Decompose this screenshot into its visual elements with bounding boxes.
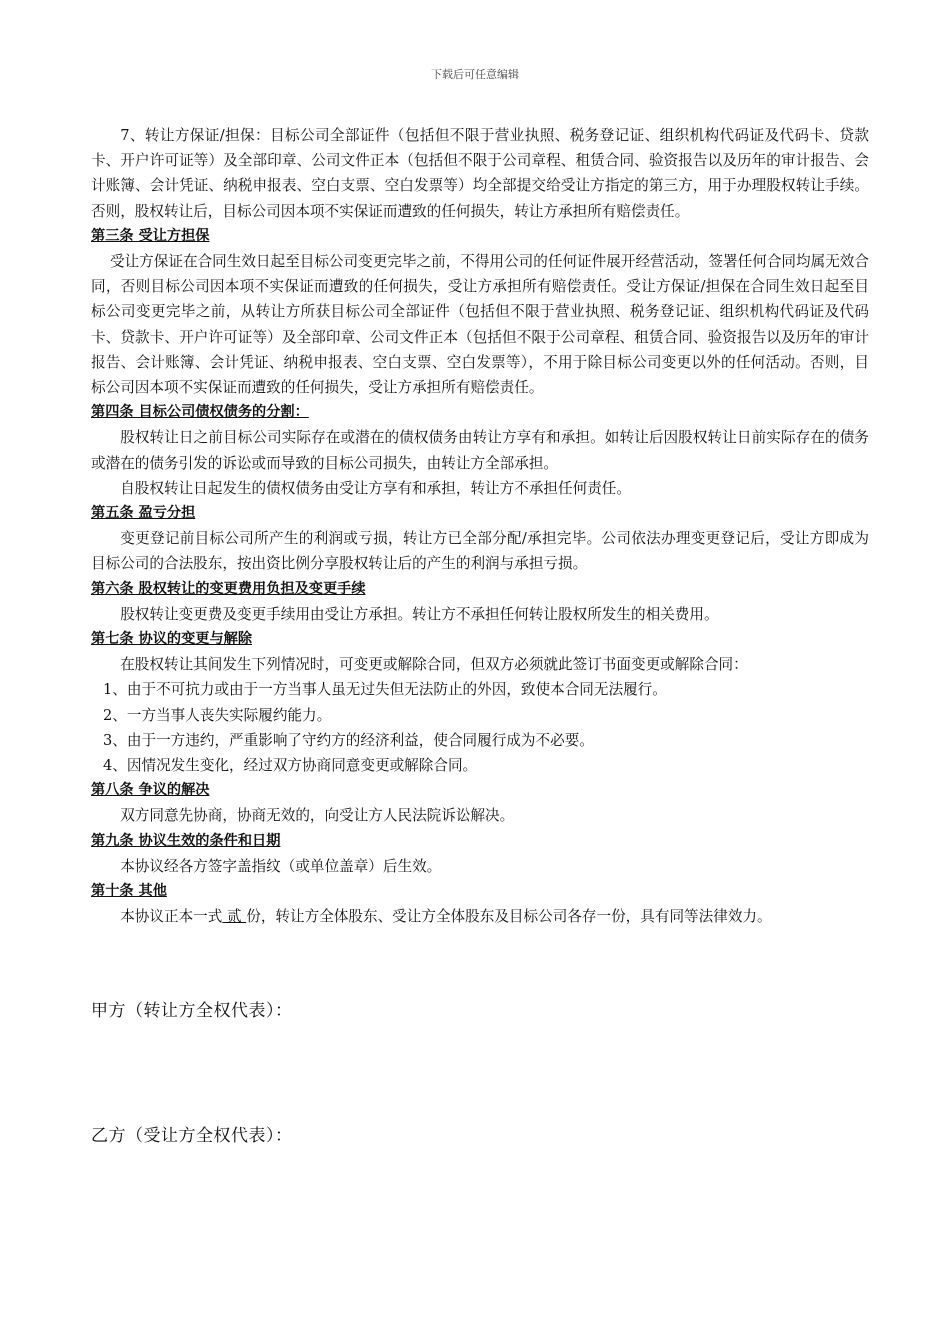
article-7-list-item: 4、因情况发生变化，经过双方协商同意变更或解除合同。 (103, 757, 478, 775)
party-b-signature-label: 乙方（受让方全权代表）： (91, 1126, 293, 1146)
article-5-paragraph: 变更登记前目标公司所产生的利润或亏损，转让方已全部分配/承担完毕。公司依法办理变更登记后，受让方即成为目标公司的合法股东，按出资比例分享股权转让后的产生的利润与承担亏损。 (91, 530, 869, 573)
article-10-heading: 第十条 其他 (91, 883, 167, 900)
article-6-heading: 第六条 股权转让的变更费用负担及变更手续 (91, 580, 366, 597)
article-9-heading: 第九条 协议生效的条件和日期 (91, 832, 281, 849)
party-a-signature-label: 甲方（转让方全权代表）： (91, 1001, 293, 1021)
clause-7-paragraph: 7、转让方保证/担保：目标公司全部证件（包括但不限于营业执照、税务登记证、组织机构代码证及代码卡、贷款卡、开户许可证等）及全部印章、公司文件正本（包括但不限于公司章程、租赁合同、验资报告以及历年的审计报告、会计账簿、会计凭证、纳税申报表、空白支票、空白发票等）均全部提交给受让方指定的第三方，用于办理股权转让手续。否则，股权转让后，目标公司因本项不实保证而遭致的任何损失，转让方承担所有赔偿责任。 (91, 127, 869, 220)
article-3-heading: 第三条 受让方担保 (91, 227, 210, 244)
article-3-paragraph: 受让方保证在合同生效日起至目标公司变更完毕之前，不得用公司的任何证件展开经营活动，签署任何合同均属无效合同，否则目标公司因本项不实保证而遭致的任何损失，受让方承担所有赔偿责任。受让方保证/担保在合同生效日起至目标公司变更完毕之前，从转让方所获目标公司全部证件（包括但不限于营业执照、税务登记证、组织机构代码证及代码卡、贷款卡、开户许可证等）及全部印章、公司文件正本（包括但不限于公司章程、租赁合同、验资报告以及历年的审计报告、会计账簿、会计凭证、纳税申报表、空白支票、空白发票等），不用于除目标公司变更以外的任何活动。否则，目标公司因本项不实保证而遭致的任何损失，受让方承担所有赔偿责任。 (91, 253, 869, 397)
article-7-list-item: 2、一方当事人丧失实际履约能力。 (103, 706, 332, 724)
article-8-paragraph: 双方同意先协商，协商无效的，向受让方人民法院诉讼解决。 (120, 807, 515, 825)
article-8-heading: 第八条 争议的解决 (91, 782, 210, 799)
article-4-paragraph-1: 股权转让日之前目标公司实际存在或潜在的债权债务由转让方享有和承担。如转让后因股权转让日前实际存在的债务或潜在的债务引发的诉讼或而导致的目标公司损失，由转让方全部承担。 (91, 429, 869, 472)
article-4-heading: 第四条 目标公司债权债务的分割： (91, 404, 309, 421)
article-10-text-end: 份，转让方全体股东、受让方全体股东及目标公司各存一份，具有同等法律效力。 (246, 908, 772, 926)
article-9-paragraph: 本协议经各方签字盖指纹（或单位盖章）后生效。 (120, 857, 442, 875)
article-7-heading: 第七条 协议的变更与解除 (91, 631, 253, 648)
article-10-text-start: 本协议正本一式 (120, 908, 223, 926)
article-7-paragraph: 在股权转让其间发生下列情况时，可变更或解除合同，但双方必须就此签订书面变更或解除合同： (120, 656, 748, 674)
article-6-paragraph: 股权转让变更费及变更手续用由受让方承担。转让方不承担任何转让股权所发生的相关费用。 (120, 605, 719, 623)
article-7-list-item: 1、由于不可抗力或由于一方当事人虽无过失但无法防止的外因，致使本合同无法履行。 (103, 681, 667, 699)
header-watermark: 下载后可任意编辑 (431, 68, 519, 81)
contract-body (91, 123, 869, 930)
copy-count: 贰 (222, 908, 247, 926)
article-7-list-item: 3、由于一方违约，严重影响了守约方的经济利益，使合同履行成为不必要。 (103, 731, 594, 749)
article-4-paragraph-2: 自股权转让日起发生的债权债务由受让方享有和承担，转让方不承担任何责任。 (120, 479, 631, 497)
article-10-paragraph (91, 904, 869, 929)
article-5-heading: 第五条 盈亏分担 (91, 505, 196, 522)
